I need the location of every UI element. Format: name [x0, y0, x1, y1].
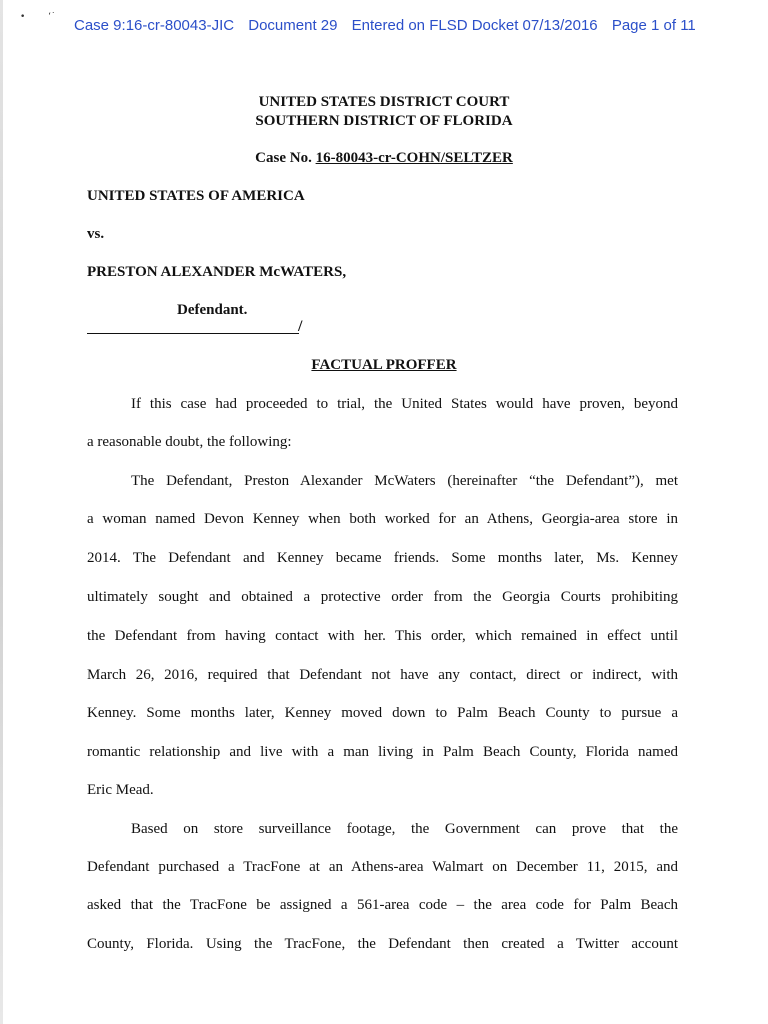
versus: vs. [87, 226, 105, 242]
body-line: asked that the TracFone be assigned a 561-area code – the area code for Palm Beach [87, 897, 678, 913]
case-number-value: 16-80043-cr-COHN/SELTZER [315, 150, 513, 166]
document-title: FACTUAL PROFFER [311, 357, 457, 373]
header-case: Case 9:16-cr-80043-JIC [74, 17, 235, 34]
docket-header [74, 17, 706, 34]
defendant-label: Defendant. [177, 302, 248, 318]
body-line: Defendant purchased a TracFone at an Athens-area Walmart on December 11, 2015, and [87, 859, 678, 875]
case-number [0, 150, 768, 167]
caption-slash: / [298, 318, 303, 335]
header-page: Page 1 of 11 [611, 17, 696, 34]
court-name-line1: UNITED STATES DISTRICT COURT [258, 94, 510, 110]
case-number-label: Case No. [255, 150, 312, 166]
body-line: ultimately sought and obtained a protective order from the Georgia Courts prohibiting [87, 589, 678, 605]
body-line: the Defendant from having contact with her. This order, which remained in effect until [87, 628, 678, 644]
body-line: Kenney. Some months later, Kenney moved down to Palm Beach County to pursue a [87, 705, 678, 721]
header-document: Document 29 [248, 17, 338, 34]
body-line: County, Florida. Using the TracFone, the Defendant then created a Twitter account [87, 936, 678, 952]
body-line: romantic relationship and live with a man living in Palm Beach County, Florida named [87, 744, 678, 760]
body-line: If this case had proceeded to trial, the United States would have proven, beyond [131, 396, 678, 412]
scan-specks: • ʻ˙ [20, 12, 56, 22]
body-line: Eric Mead. [87, 782, 154, 798]
body-line: a reasonable doubt, the following: [87, 434, 292, 450]
court-name-line2: SOUTHERN DISTRICT OF FLORIDA [255, 113, 513, 129]
body-line: March 26, 2016, required that Defendant not have any contact, direct or indirect, with [87, 667, 678, 683]
defendant-name: PRESTON ALEXANDER McWATERS, [87, 264, 347, 280]
body-line: a woman named Devon Kenney when both worked for an Athens, Georgia-area store in [87, 511, 678, 527]
body-line: Based on store surveillance footage, the Government can prove that the [131, 821, 678, 837]
plaintiff-name: UNITED STATES OF AMERICA [87, 188, 305, 204]
body-line: 2014. The Defendant and Kenney became friends. Some months later, Ms. Kenney [87, 550, 678, 566]
body-line: The Defendant, Preston Alexander McWaters (hereinafter “the Defendant”), met [131, 473, 678, 489]
header-entered: Entered on FLSD Docket 07/13/2016 [351, 17, 598, 34]
caption-line [87, 333, 299, 334]
